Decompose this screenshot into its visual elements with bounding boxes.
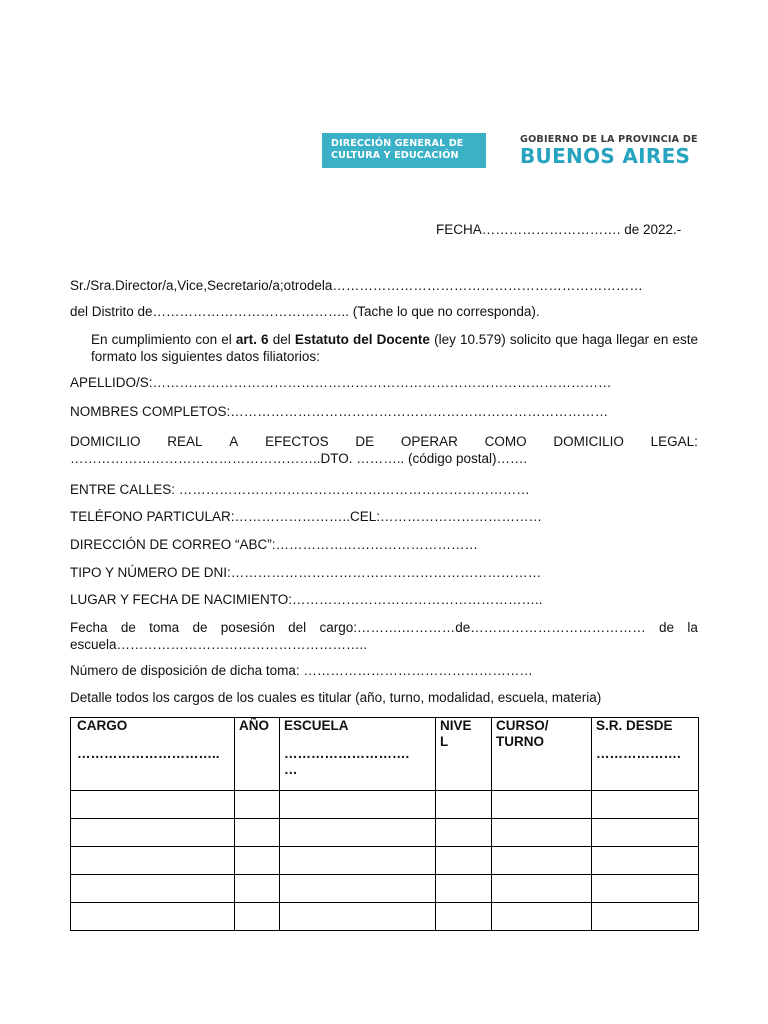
domicilio-field (70, 433, 698, 467)
toma-word-6: cargo:……….…………de………………………………… (319, 620, 646, 635)
table-cell[interactable] (436, 791, 492, 819)
domicilio-word-2: A (229, 434, 239, 449)
domicilio-line1 (70, 433, 698, 450)
intro-estatuto: Estatuto del Docente (294, 332, 430, 347)
table-cell[interactable] (492, 791, 592, 819)
table-cell[interactable] (235, 875, 280, 903)
table-cell[interactable] (592, 875, 699, 903)
toma-line1 (70, 619, 698, 636)
domicilio-word-0: DOMICILIO (70, 434, 141, 449)
apellidos-field: APELLIDO/S:………………………………………………………………………………………… (70, 375, 612, 390)
table-cell[interactable] (592, 791, 699, 819)
table-row (71, 791, 699, 819)
domicilio-word-4: DE (355, 434, 375, 449)
table-cell[interactable] (235, 791, 280, 819)
nombres-field: NOMBRES COMPLETOS:………………………………………………………………………… (70, 404, 609, 419)
table-cell[interactable] (71, 819, 235, 847)
table-cell[interactable] (492, 903, 592, 931)
fecha-line: FECHA…………………………. de 2022.- (436, 222, 682, 237)
header-curso-turno: CURSO/ TURNO (492, 718, 592, 791)
disposicion-field: Número de disposición de dicha toma: …………………………………………… (70, 663, 533, 678)
logo-right-small: GOBIERNO DE LA PROVINCIA DE (520, 134, 698, 145)
distrito-line: del Distrito de…………………………………….. (Tache lo que no corresponda). (70, 304, 540, 319)
cargos-table (70, 717, 699, 931)
table-row (71, 847, 699, 875)
logo-left-line2: CULTURA Y EDUCACIÓN (331, 150, 459, 161)
table-cell[interactable] (235, 847, 280, 875)
table-cell[interactable] (592, 819, 699, 847)
table-cell[interactable] (492, 847, 592, 875)
table-row (71, 903, 699, 931)
table-cell[interactable] (235, 903, 280, 931)
intro-text-3: (ley 10.579) solicito que haga llegar en este formato los siguientes datos filiatorios: (91, 332, 698, 364)
table-cell[interactable] (280, 791, 436, 819)
table-cell[interactable] (492, 819, 592, 847)
toma-word-8: la (687, 620, 698, 635)
table-cell[interactable] (436, 903, 492, 931)
table-cell[interactable] (280, 819, 436, 847)
nacimiento-field: LUGAR Y FECHA DE NACIMIENTO:……………………………………………….. (70, 592, 543, 607)
header-cargo: CARGO ………………………….. (71, 718, 235, 791)
toma-word-2: toma (149, 620, 180, 635)
domicilio-word-3: EFECTOS (265, 434, 329, 449)
toma-word-1: de (120, 620, 136, 635)
table-cell[interactable] (71, 875, 235, 903)
table-cell[interactable] (436, 875, 492, 903)
toma-word-4: posesión (220, 620, 275, 635)
domicilio-word-1: REAL (167, 434, 203, 449)
toma-word-3: de (192, 620, 208, 635)
intro-paragraph (70, 331, 698, 365)
toma-line2: escuela……………………………………………….. (70, 637, 368, 652)
logo-left-line1: DIRECCIÓN GENERAL DE (331, 138, 464, 149)
table-cell[interactable] (280, 875, 436, 903)
domicilio-word-7: DOMICILIO (553, 434, 624, 449)
table-cell[interactable] (436, 847, 492, 875)
table-cell[interactable] (280, 847, 436, 875)
header-anio: AÑO (235, 718, 280, 791)
table-cell[interactable] (592, 903, 699, 931)
toma-word-0: Fecha (70, 620, 108, 635)
toma-posesion-field (70, 619, 698, 653)
table-cell[interactable] (436, 819, 492, 847)
table-row (71, 875, 699, 903)
intro-text-2: del (268, 332, 295, 347)
destinatario-line: Sr./Sra.Director/a,Vice,Secretario/a;otrodela…………………………………………………………… (70, 278, 643, 293)
detalle-line: Detalle todos los cargos de los cuales es titular (año, turno, modalidad, escuela, materia) (70, 690, 602, 705)
table-row (71, 819, 699, 847)
intro-text-1: En cumplimiento con el (91, 332, 236, 347)
table-cell[interactable] (280, 903, 436, 931)
table-cell[interactable] (71, 847, 235, 875)
toma-word-5: del (288, 620, 307, 635)
table-cell[interactable] (492, 875, 592, 903)
header-nivel: NIVE L (436, 718, 492, 791)
header-sr-desde: S.R. DESDE ………………. (592, 718, 699, 791)
intro-art: art. 6 (235, 332, 269, 347)
table-cell[interactable] (592, 847, 699, 875)
logo-right-big: BUENOS AIRES (520, 144, 691, 168)
entre-calles-field: ENTRE CALLES: …………………………………………………………………… (70, 482, 530, 497)
domicilio-word-5: OPERAR (400, 434, 458, 449)
telefono-field: TELÉFONO PARTICULAR:……………………..CEL:……………………………… (70, 509, 543, 524)
domicilio-word-8: LEGAL: (650, 434, 698, 449)
table-cell[interactable] (71, 791, 235, 819)
gobierno-buenos-aires-logo (520, 134, 700, 170)
table-header-row (71, 718, 699, 791)
correo-field: DIRECCIÓN DE CORREO “ABC”:……………………………………… (70, 537, 479, 552)
header-escuela: ESCUELA ………………………. … (280, 718, 436, 791)
direccion-general-logo (322, 133, 486, 168)
domicilio-line2: ………………………………………………..DTO. ……….. (código postal)……. (70, 451, 528, 466)
dni-field: TIPO Y NÚMERO DE DNI:…………………………………………………………… (70, 565, 542, 580)
toma-word-7: de (659, 620, 675, 635)
table-cell[interactable] (71, 903, 235, 931)
table-cell[interactable] (235, 819, 280, 847)
domicilio-word-6: COMO (484, 434, 527, 449)
